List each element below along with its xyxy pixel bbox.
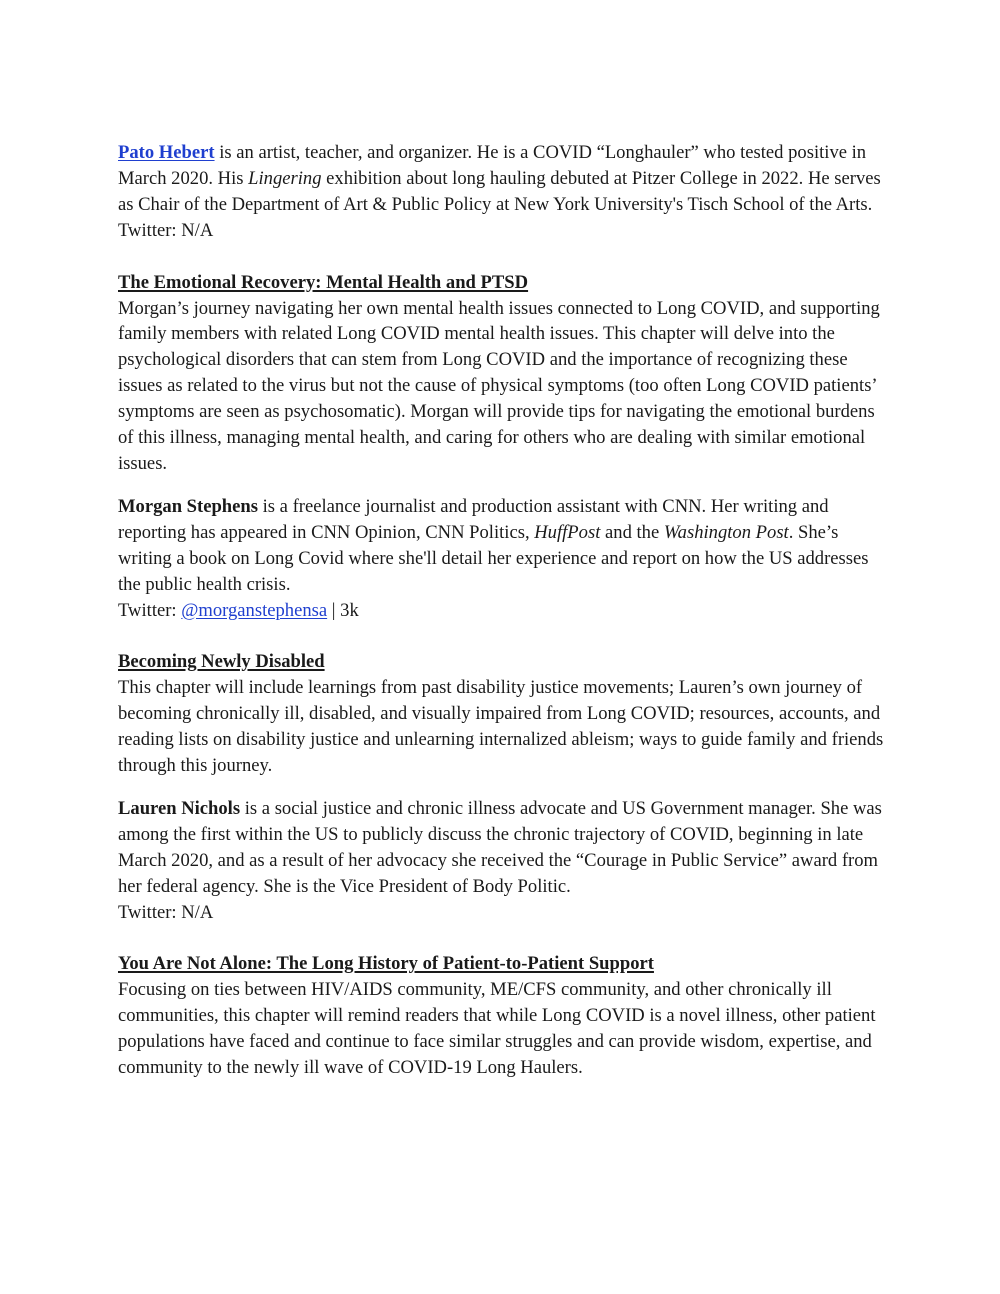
bio-lauren-nichols: [118, 796, 893, 926]
twitter-line: [118, 598, 893, 624]
bio-text: exhibition about long hauling debuted at Pitzer College in 2022. He serves as Chair of the Department of Art & Public Policy at New York University's Tisch School of the Arts.: [118, 167, 881, 215]
chapter-description: Morgan’s journey navigating her own mental health issues connected to Long COVID, and supporting family members with related Long COVID mental health issues. This chapter will delve into the psychological disorders that can stem from Long COVID and the importance of recognizing these issues as related to the virus but not the cause of physical symptoms (too often Long COVID patients’ symptoms are seen as psychosomatic). Morgan will provide tips for navigating the emotional burdens of this illness, managing mental health, and caring for others who are dealing with similar emotional issues.: [118, 297, 880, 474]
twitter-followers: | 3k: [327, 599, 359, 621]
author-link-pato-hebert[interactable]: Pato Hebert: [118, 142, 215, 163]
bio-text: . She’s writing a book on Long Covid where she'll detail her experience and report on how the US addresses the public health crisis.: [118, 521, 869, 595]
bio-pato-hebert: [118, 140, 893, 244]
document-body: [118, 140, 893, 1081]
bio-text: is a freelance journalist and production assistant with CNN. Her writing and reporting has appeared in CNN Opinion, CNN Politics,: [118, 495, 829, 543]
chapter-heading: Becoming Newly Disabled: [118, 651, 325, 673]
twitter-line: [118, 900, 893, 926]
publication-name: HuffPost: [534, 521, 601, 543]
twitter-label: Twitter:: [118, 599, 182, 621]
twitter-label: Twitter:: [118, 219, 182, 241]
bio-paragraph: [118, 494, 893, 598]
bio-paragraph: [118, 796, 893, 900]
chapter-newly-disabled: [118, 649, 893, 779]
bio-text: is an artist, teacher, and organizer. He is a COVID “Longhauler” who tested positive in March 2020. His: [118, 142, 867, 189]
twitter-value: N/A: [181, 219, 214, 241]
chapter-description: This chapter will include learnings from past disability justice movements; Lauren’s own journey of becoming chronically ill, disabled, and visually impaired from Long COVID; resources, accounts, and reading lists on disability justice and unlearning internalized ableism; ways to guide family and friends through this journey.: [118, 677, 884, 777]
publication-name: Washington Post: [663, 521, 789, 543]
chapter-emotional-recovery: [118, 270, 893, 477]
author-name: Morgan Stephens: [118, 495, 258, 517]
chapter-description: Focusing on ties between HIV/AIDS community, ME/CFS community, and other chronically ill communities, this chapter will remind readers that while Long COVID is a novel illness, other patient populations have faced and continue to face similar struggles and can provide wisdom, expertise, and community to the newly ill wave of COVID-19 Long Haulers.: [118, 979, 876, 1079]
twitter-label: Twitter:: [118, 901, 182, 923]
author-name: Lauren Nichols: [118, 797, 241, 819]
chapter-not-alone: [118, 951, 893, 1081]
bio-text: and the: [600, 521, 664, 543]
bio-morgan-stephens: [118, 494, 893, 624]
twitter-value: N/A: [181, 901, 214, 923]
chapter-heading: The Emotional Recovery: Mental Health and PTSD: [118, 271, 529, 293]
twitter-line: [118, 218, 893, 244]
exhibition-title: Lingering: [248, 167, 322, 189]
bio-paragraph: [118, 140, 893, 218]
bio-text: is a social justice and chronic illness advocate and US Government manager. She was among the first within the US to publicly discuss the chronic trajectory of COVID, beginning in late March 2020, and as a result of her advocacy she received the “Courage in Public Service” award from her federal agency. She is the Vice President of Body Politic.: [118, 797, 882, 897]
chapter-heading: You Are Not Alone: The Long History of Patient-to-Patient Support: [118, 953, 654, 975]
twitter-handle-link[interactable]: @morganstephensa: [181, 599, 328, 621]
